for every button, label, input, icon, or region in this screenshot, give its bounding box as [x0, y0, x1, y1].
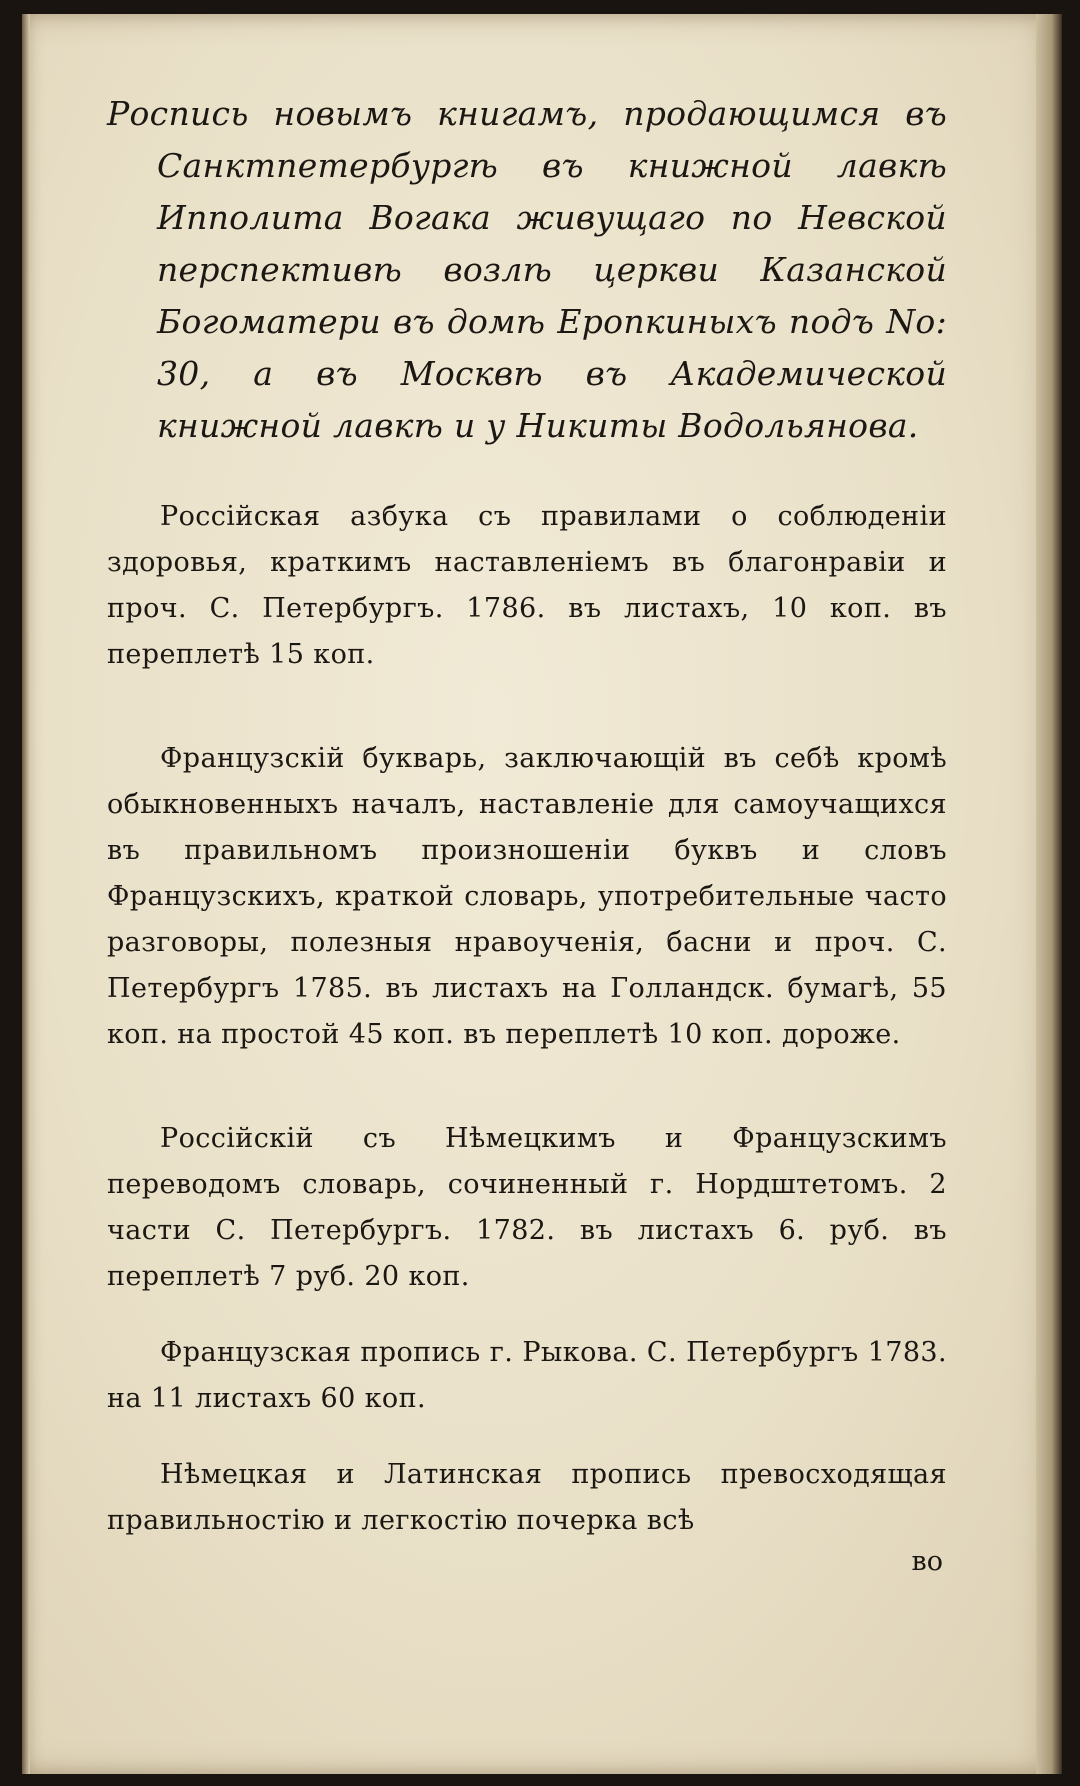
catalog-heading: Роспись новымъ книгамъ, продающимся въ Санктпетербургѣ въ книжной лавкѣ Ипполита Вогака живущаго по Невской перспективѣ возлѣ церкви Казанской Богоматери въ домѣ Еропкиныхъ подъ No: 30, а въ Москвѣ въ Академической книжной лавкѣ и у Никиты Водольянова. [107, 94, 947, 445]
book-entry-dictionary: Россійскій съ Нѣмецкимъ и Французскимъ переводомъ словарь, сочиненный г. Нордштетомъ. 2 части С. Петербургъ. 1782. въ листахъ 6. руб. въ переплетѣ 7 руб. 20 коп. [107, 1123, 947, 1292]
book-entry-german-latin-copybook: Нѣмецкая и Латинская пропись превосходящая правильностію и легкостію почерка всѣ [107, 1459, 947, 1536]
book-entry-french-copybook: Французская пропись г. Рыкова. С. Петербургъ 1783. на 11 листахъ 60 коп. [107, 1337, 947, 1414]
book-page [22, 14, 1062, 1774]
catchword: во [911, 1546, 943, 1577]
book-entry-french-primer: Французскій букварь, заключающій въ себѣ кромѣ обыкновенныхъ началъ, наставленіе для самоучащихся въ правильномъ произношеніи буквъ и словъ Французскихъ, краткой словарь, употребительные часто разговоры, полезныя нравоученія, басни и проч. С. Петербургъ 1785. въ листахъ на Голландск. бумагѣ, 55 коп. на простой 45 коп. въ переплетѣ 10 коп. дороже. [107, 743, 947, 1050]
page-gutter-shadow [22, 14, 30, 1774]
page-edge [1036, 14, 1062, 1774]
page-text-block [107, 88, 947, 1577]
book-entry-russian-alphabet: Россійская азбука съ правилами о соблюденіи здоровья, краткимъ наставленіемъ въ благонравіи и проч. С. Петербургъ. 1786. въ листахъ, 10 коп. въ переплетѣ 15 коп. [107, 501, 947, 670]
